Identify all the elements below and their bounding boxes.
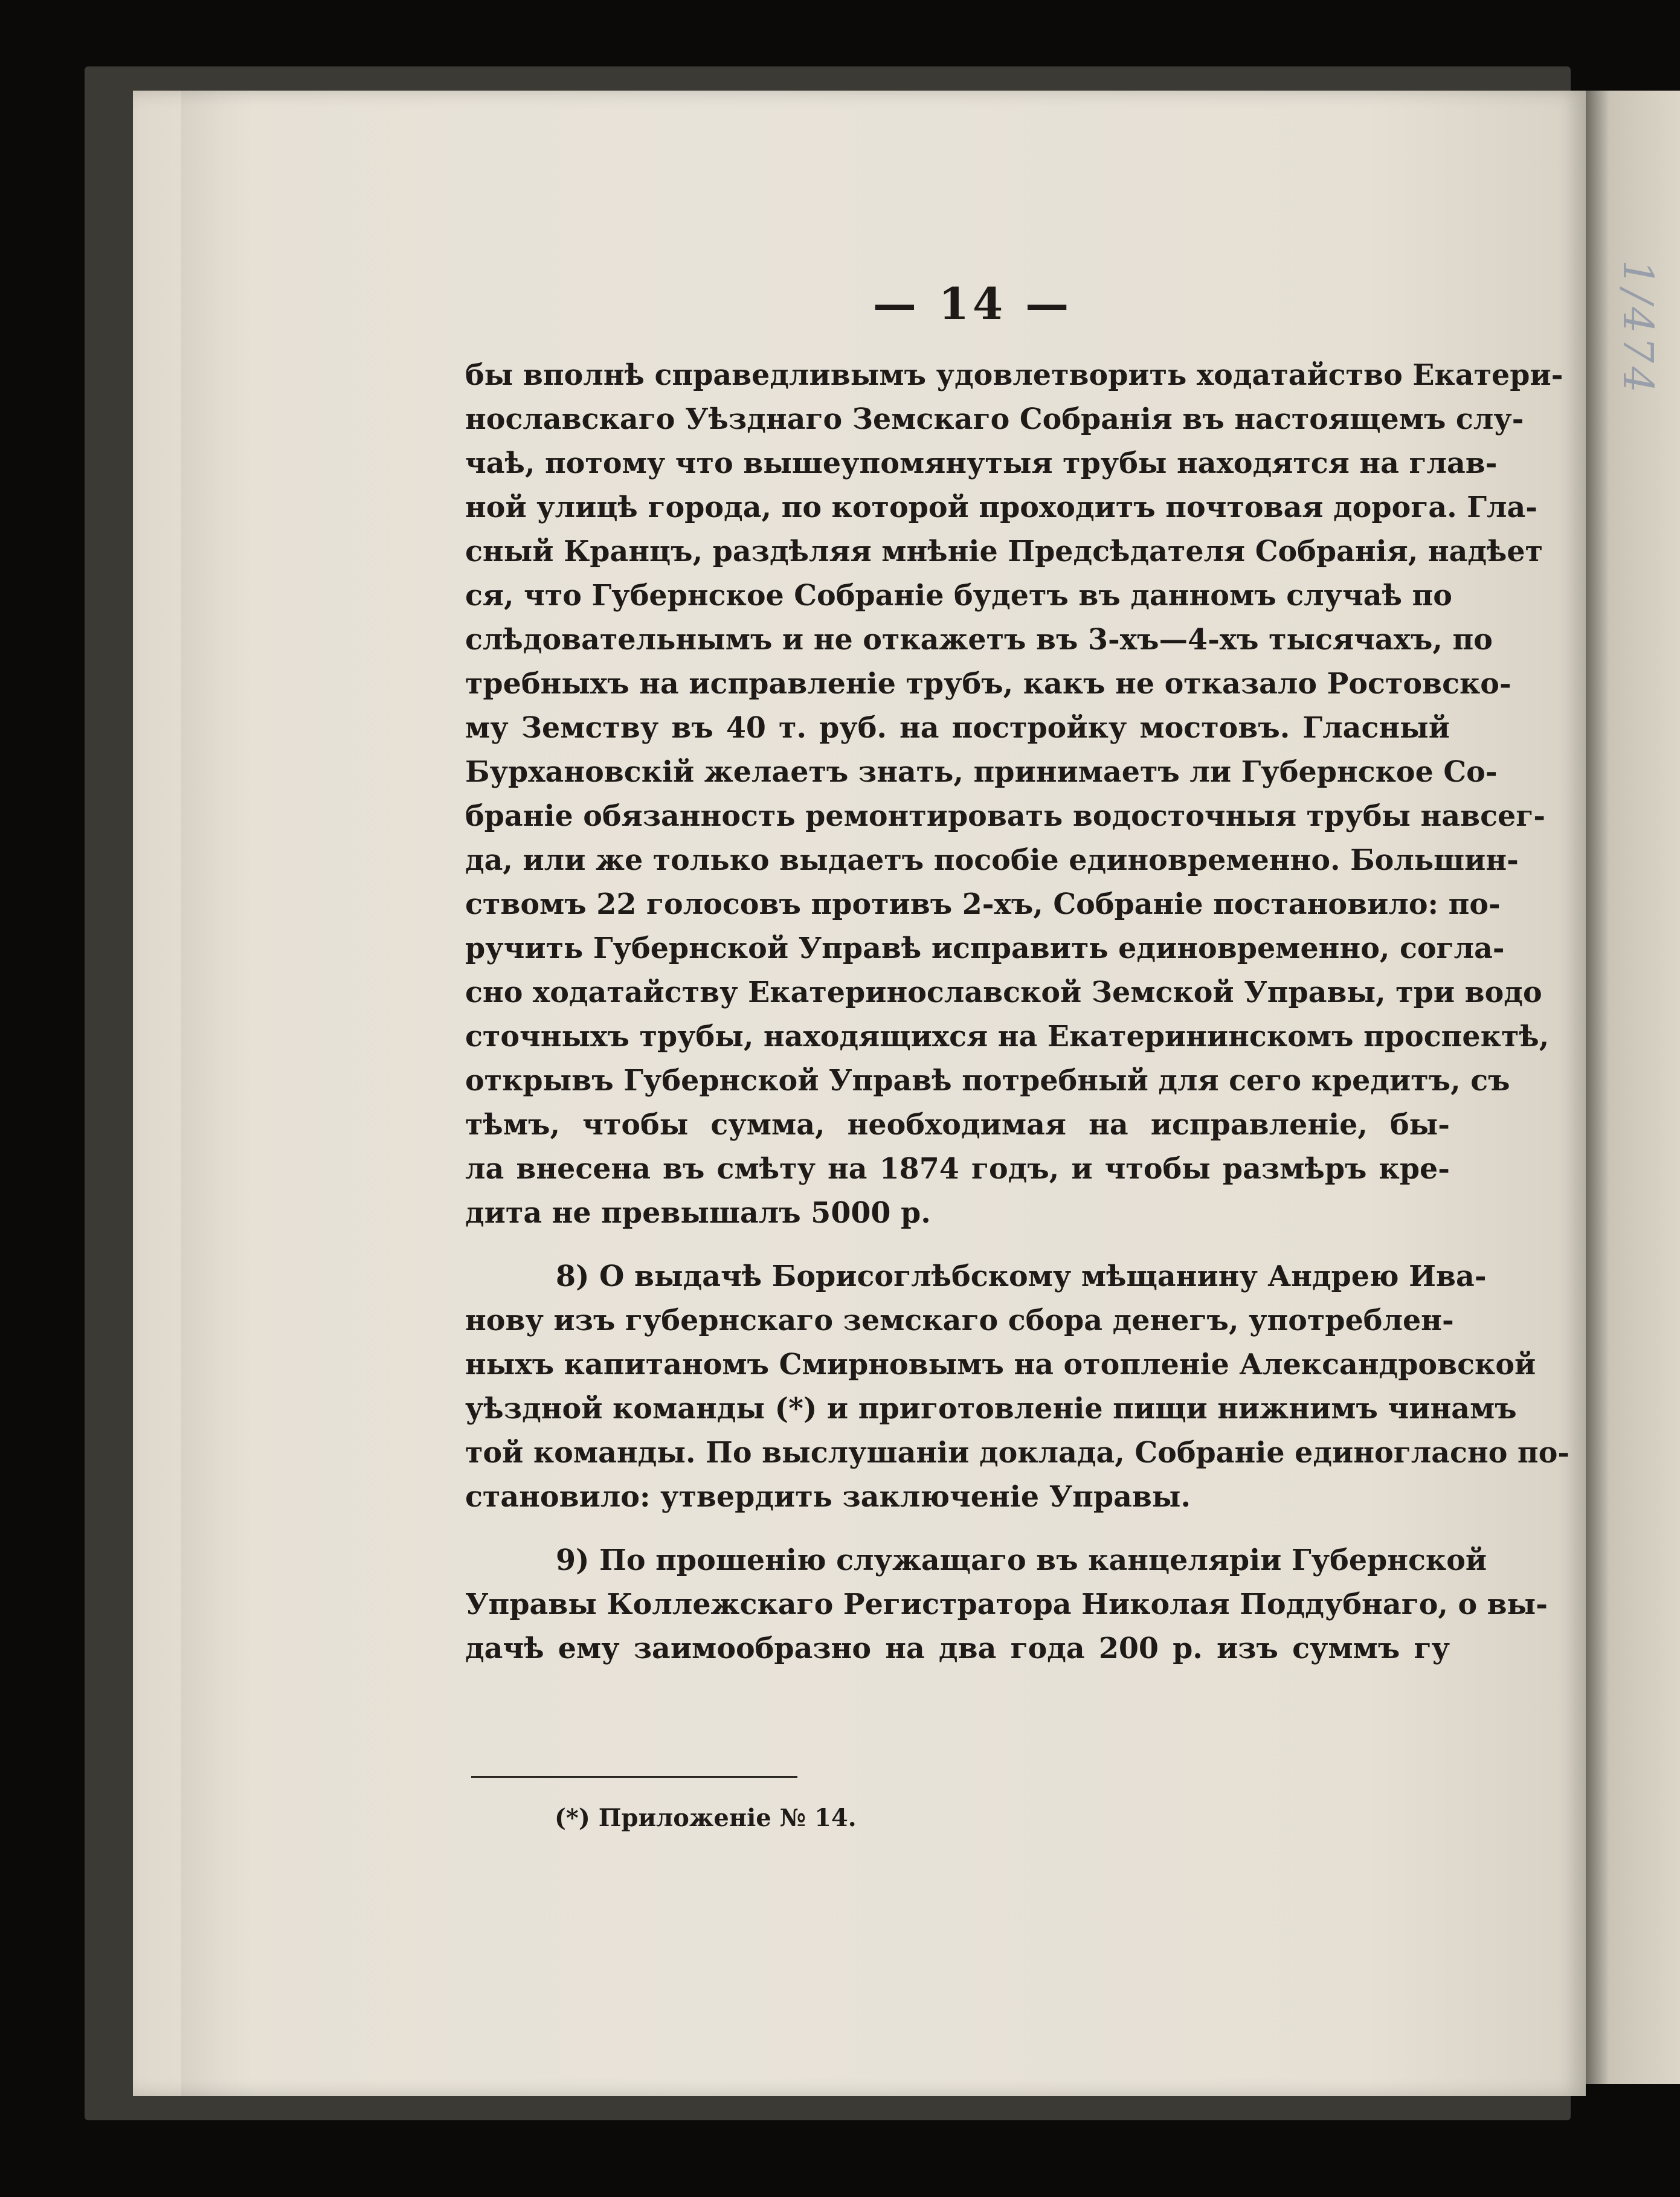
page-number: — 14 —	[872, 278, 1073, 329]
text-line: тѣмъ, чтобы сумма, необходимая на исправленіе, бы-	[465, 1108, 1450, 1142]
text-line: Бурхановскій желаетъ знать, принимаетъ ли Губернское Со-	[465, 755, 1498, 789]
paragraph-3-cont	[465, 1583, 1548, 1671]
text-line: му Земству въ 40 т. руб. на постройку мостовъ. Гласный	[465, 711, 1450, 745]
text-line: ла внесена въ смѣту на 1874 годъ, и чтобы размѣръ кре-	[465, 1152, 1450, 1186]
text-line: чаѣ, потому что вышеупомянутыя трубы находятся на глав-	[465, 446, 1498, 480]
text-line: открывъ Губернской Управѣ потребный для сего кредитъ, съ	[465, 1064, 1510, 1098]
body-text	[465, 353, 1570, 1671]
paragraph-2	[465, 1255, 1487, 1299]
text-line: да, или же только выдаетъ пособіе единовременно. Большин-	[465, 843, 1519, 877]
paragraph-gap	[465, 1519, 1450, 1539]
text-line: той команды. По выслушаніи доклада, Собраніе единогласно по-	[465, 1436, 1570, 1470]
footnote-rule	[471, 1776, 797, 1778]
text-line: ручить Губернской Управѣ исправить единовременно, согла-	[465, 931, 1505, 965]
text-line: становило: утвердить заключеніе Управы.	[465, 1480, 1191, 1514]
text-line: 9) По прошенію служащаго въ канцеляріи Губернской	[556, 1543, 1487, 1577]
text-line: ся, что Губернское Собраніе будетъ въ данномъ случаѣ по	[465, 579, 1452, 613]
text-line: ныхъ капитаномъ Смирновымъ на отопленіе Александровской	[465, 1348, 1536, 1382]
text-line: нову изъ губернскаго земскаго сбора денегъ, употреблен-	[465, 1304, 1454, 1337]
paragraph-1	[465, 353, 1563, 1235]
text-line: уѣздной команды (*) и приготовленіе пищи нижнимъ чинамъ	[465, 1392, 1517, 1426]
paragraph-3	[465, 1539, 1487, 1583]
text-line: Управы Коллежскаго Регистратора Николая Поддубнаго, о вы-	[465, 1587, 1548, 1621]
text-line: требныхъ на исправленіе трубъ, какъ не отказало Ростовско-	[465, 667, 1511, 701]
page-gutter-shadow	[181, 91, 254, 2096]
text-line: сточныхъ трубы, находящихся на Екатерининскомъ проспектѣ,	[465, 1020, 1550, 1053]
handwritten-mark: 1/474	[1614, 260, 1661, 396]
text-line: ной улицѣ города, по которой проходитъ почтовая дорога. Гла-	[465, 491, 1537, 524]
text-line: слѣдовательнымъ и не откажетъ въ 3-хъ—4-хъ тысячахъ, по	[465, 623, 1493, 657]
text-line: браніе обязанность ремонтировать водосточныя трубы навсег-	[465, 799, 1546, 833]
text-line: дита не превышалъ 5000 р.	[465, 1196, 931, 1230]
footnote: (*) Приложеніе № 14.	[555, 1804, 857, 1832]
text-line: ствомъ 22 голосовъ противъ 2-хъ, Собраніе постановило: по-	[465, 887, 1501, 921]
paragraph-2-cont	[465, 1299, 1570, 1519]
text-line: нославскаго Уѣзднаго Земскаго Собранія въ настоящемъ слу-	[465, 402, 1524, 436]
paragraph-gap	[465, 1235, 1450, 1255]
text-line: бы вполнѣ справедливымъ удовлетворить ходатайство Екатери-	[465, 358, 1563, 392]
text-line: дачѣ ему заимообразно на два года 200 р. изъ суммъ гу	[465, 1632, 1450, 1665]
text-line: сный Кранцъ, раздѣляя мнѣніе Предсѣдателя Собранія, надѣет	[465, 535, 1543, 568]
text-line: сно ходатайству Екатеринославской Земской Управы, три водо	[465, 976, 1542, 1009]
text-line: 8) О выдачѣ Борисоглѣбскому мѣщанину Андрею Ива-	[556, 1259, 1487, 1293]
